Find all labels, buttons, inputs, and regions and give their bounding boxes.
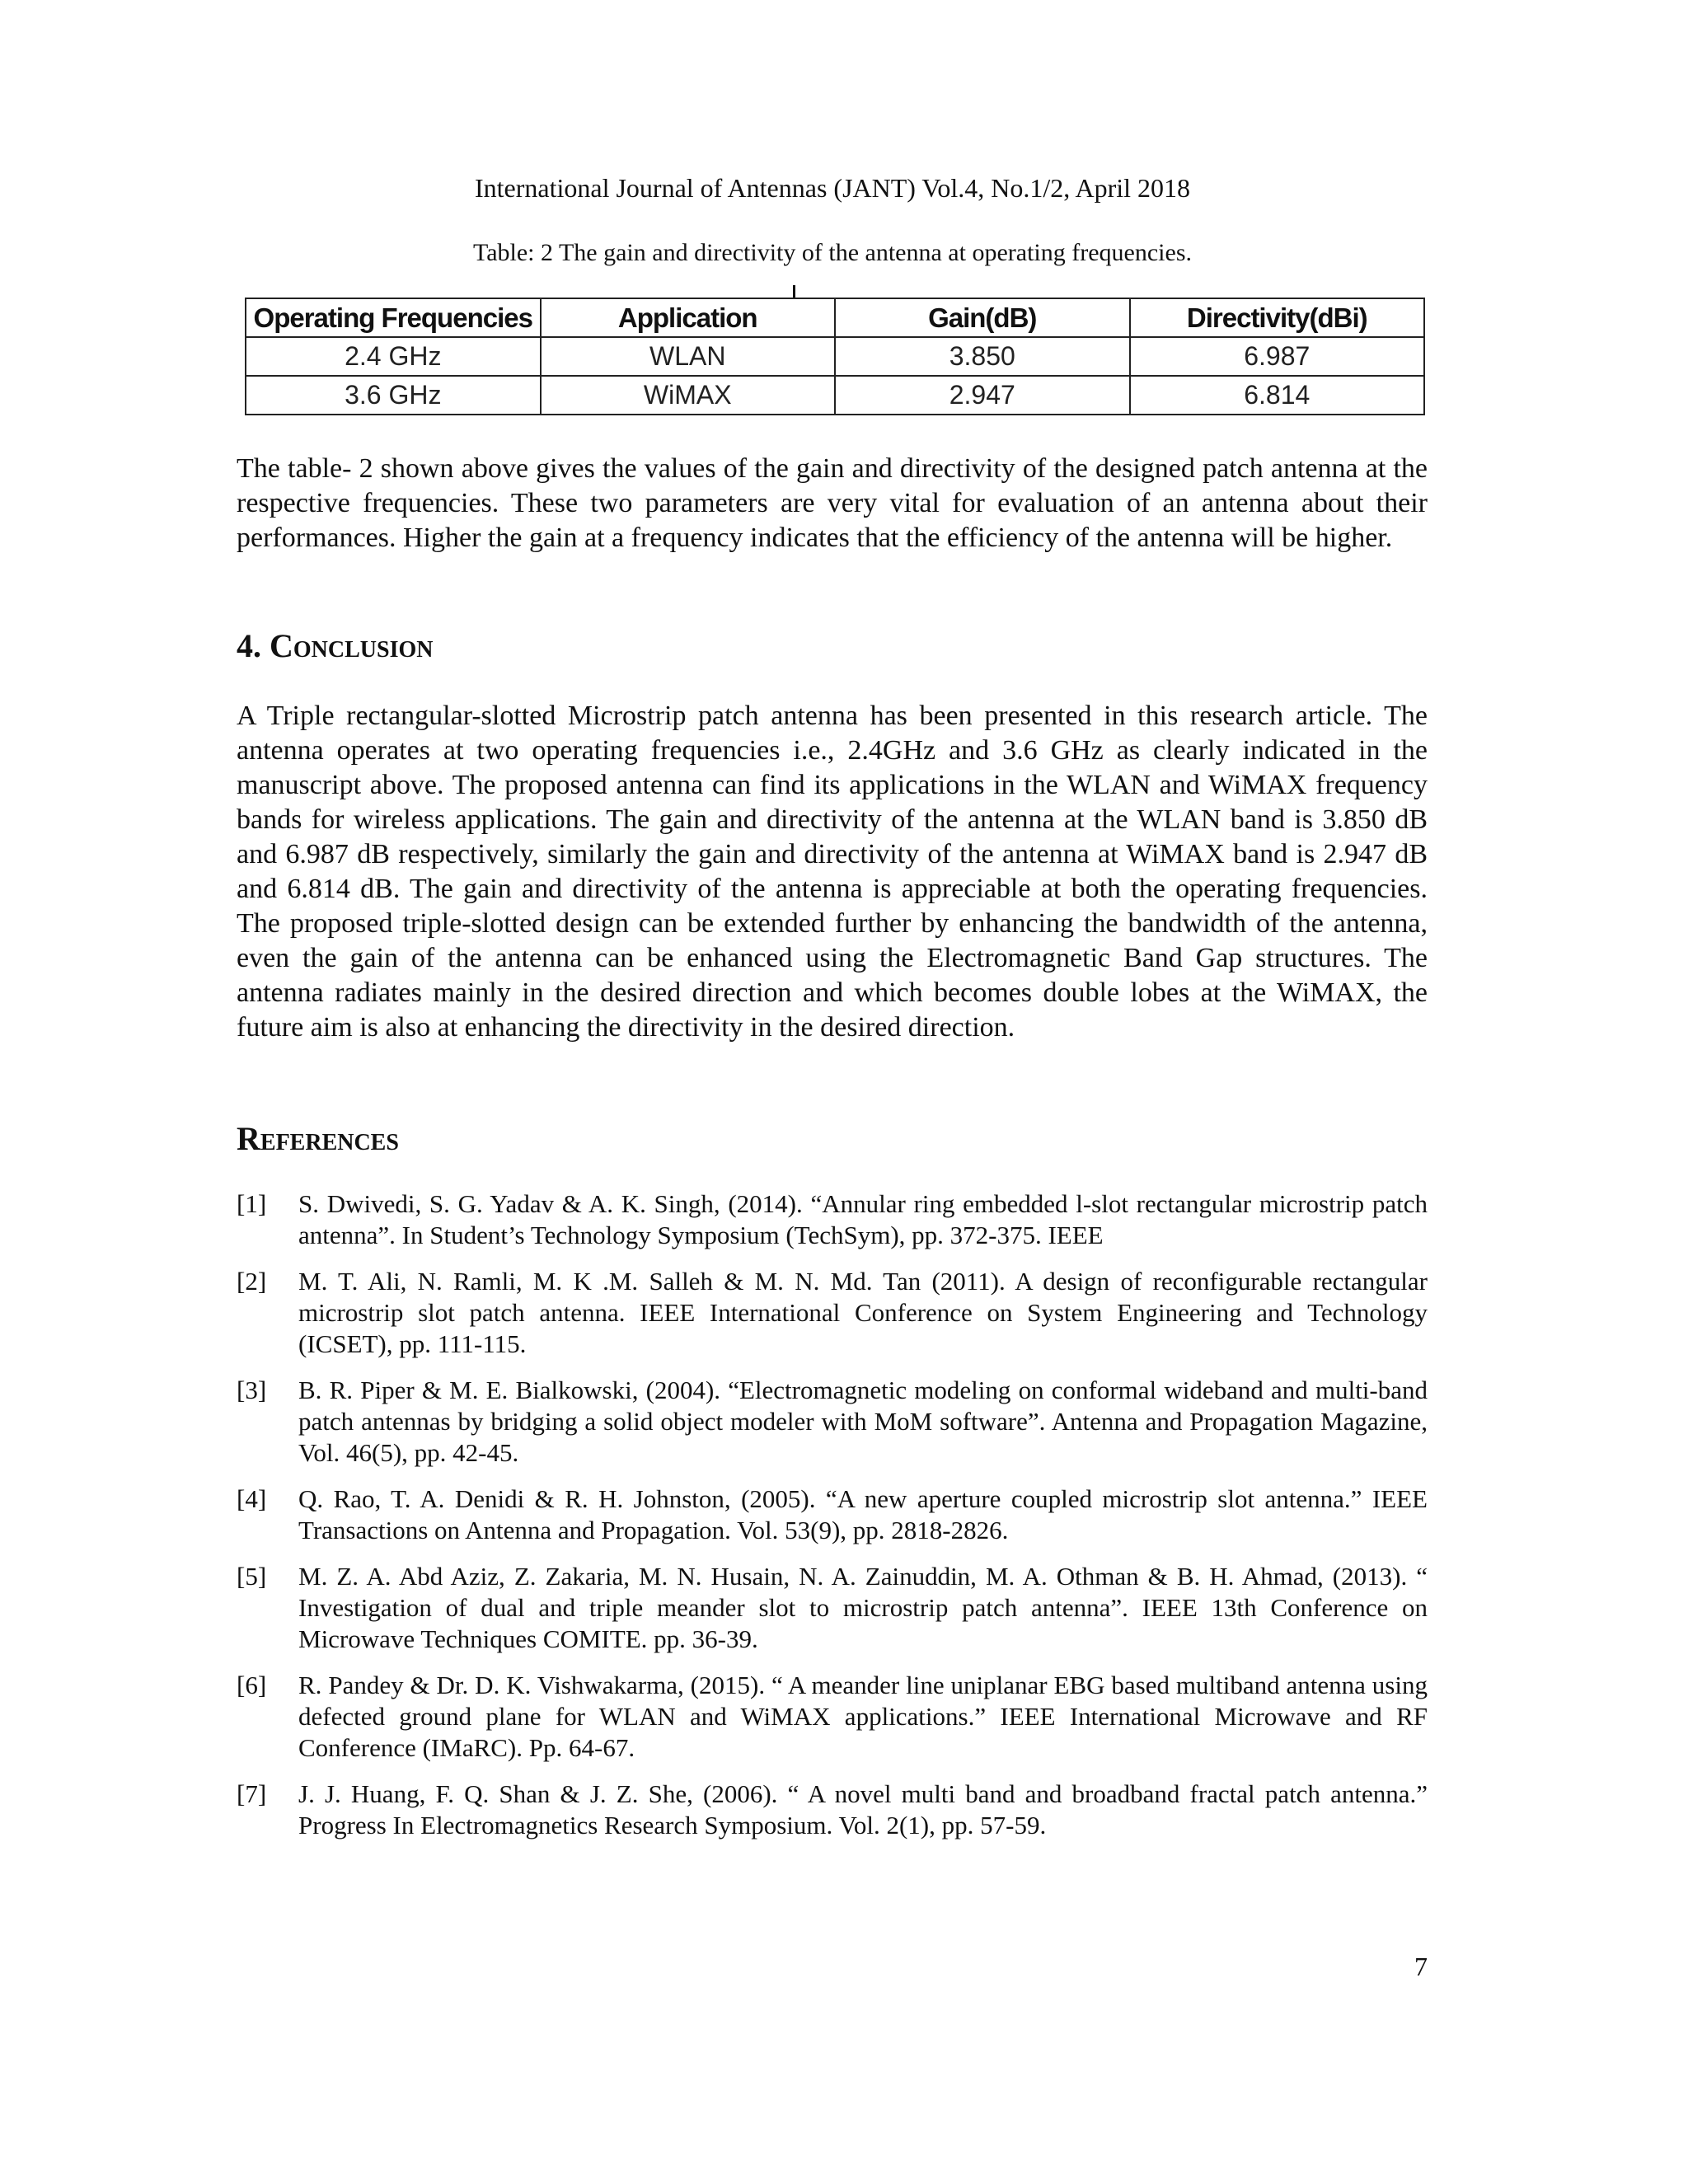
table-row	[246, 337, 1424, 376]
reference-text: B. R. Piper & M. E. Bialkowski, (2004). “Electromagnetic modeling on conformal wideband and multi-band patch antennas by bridging a solid object modeler with MoM software”. Antenna and Propagation Magazine, Vol. 46(5), pp. 42-45.	[298, 1376, 1428, 1467]
references-heading: References	[237, 1120, 399, 1157]
reference-item	[237, 1670, 1428, 1764]
reference-list	[237, 1188, 1428, 1856]
reference-text: J. J. Huang, F. Q. Shan & J. Z. She, (2006). “ A novel multi band and broadband fractal patch antenna.” Progress In Electromagnetics Research Symposium. Vol. 2(1), pp. 57-59.	[298, 1779, 1428, 1840]
reference-number: [2]	[237, 1267, 267, 1296]
cell-gain: 3.850	[835, 337, 1130, 376]
cell-directivity: 6.987	[1130, 337, 1425, 376]
reference-number: [6]	[237, 1671, 267, 1699]
column-header-directivity: Directivity(dBi)	[1130, 298, 1425, 337]
column-header-frequency: Operating Frequencies	[246, 298, 541, 337]
column-header-application: Application	[541, 298, 836, 337]
column-header-gain: Gain(dB)	[835, 298, 1130, 337]
reference-item	[237, 1266, 1428, 1360]
reference-number: [4]	[237, 1484, 267, 1513]
cell-application: WLAN	[541, 337, 836, 376]
reference-text: R. Pandey & Dr. D. K. Vishwakarma, (2015). “ A meander line uniplanar EBG based multiband antenna using defected ground plane for WLAN and WiMAX applications.” IEEE International Microwave and RF Conference (IMaRC). Pp. 64-67.	[298, 1671, 1428, 1762]
reference-number: [3]	[237, 1376, 267, 1404]
stray-mark	[793, 285, 795, 298]
reference-number: [5]	[237, 1562, 267, 1591]
reference-text: M. Z. A. Abd Aziz, Z. Zakaria, M. N. Husain, N. A. Zainuddin, M. A. Othman & B. H. Ahmad, (2013). “ Investigation of dual and triple meander slot to microstrip patch antenna”. IEEE 13th Conference on Microwave Techniques COMITE. pp. 36-39.	[298, 1562, 1428, 1653]
table-discussion-paragraph: The table- 2 shown above gives the values of the gain and directivity of the designed patch antenna at the respective frequencies. These two parameters are very vital for evaluation of an antenna about their performances. Higher the gain at a frequency indicates that the efficiency of the antenna will be higher.	[237, 453, 1428, 553]
table-caption: Table: 2 The gain and directivity of the antenna at operating frequencies.	[472, 239, 1192, 266]
reference-number: [7]	[237, 1779, 267, 1808]
reference-item	[237, 1188, 1428, 1251]
reference-text: S. Dwivedi, S. G. Yadav & A. K. Singh, (2014). “Annular ring embedded l-slot rectangular microstrip patch antenna”. In Student’s Technology Symposium (TechSym), pp. 372-375. IEEE	[298, 1189, 1428, 1249]
running-header: International Journal of Antennas (JANT) Vol.4, No.1/2, April 2018	[474, 173, 1191, 203]
reference-item	[237, 1483, 1428, 1546]
cell-frequency: 2.4 GHz	[246, 337, 541, 376]
cell-directivity: 6.814	[1130, 376, 1425, 415]
cell-gain: 2.947	[835, 376, 1130, 415]
table-header-row	[246, 298, 1424, 337]
gain-directivity-table	[245, 298, 1425, 415]
reference-item	[237, 1779, 1428, 1841]
reference-item	[237, 1375, 1428, 1469]
page-number: 7	[1414, 1952, 1428, 1981]
reference-text: M. T. Ali, N. Ramli, M. K .M. Salleh & M. N. Md. Tan (2011). A design of reconfigurable rectangular microstrip slot patch antenna. IEEE International Conference on System Engineering and Technology (ICSET), pp. 111-115.	[298, 1267, 1428, 1358]
cell-application: WiMAX	[541, 376, 836, 415]
reference-item	[237, 1561, 1428, 1655]
cell-frequency: 3.6 GHz	[246, 376, 541, 415]
conclusion-paragraph: A Triple rectangular-slotted Microstrip patch antenna has been presented in this research article. The antenna operates at two operating frequencies i.e., 2.4GHz and 3.6 GHz as clearly indicated in the manuscript above. The proposed antenna can find its applications in the WLAN and WiMAX frequency bands for wireless applications. The gain and directivity of the antenna at the WLAN band is 3.850 dB and 6.987 dB respectively, similarly the gain and directivity of the antenna at WiMAX band is 2.947 dB and 6.814 dB. The gain and directivity of the antenna is appreciable at both the operating frequencies. The proposed triple-slotted design can be extended further by enhancing the bandwidth of the antenna, even the gain of the antenna can be enhanced using the Electromagnetic Band Gap structures. The antenna radiates mainly in the desired direction and which becomes double lobes at the WiMAX, the future aim is also at enhancing the directivity in the desired direction.	[237, 701, 1428, 1043]
conclusion-heading: 4. Conclusion	[237, 627, 434, 664]
table-row	[246, 376, 1424, 415]
reference-number: [1]	[237, 1189, 267, 1218]
reference-text: Q. Rao, T. A. Denidi & R. H. Johnston, (2005). “A new aperture coupled microstrip slot antenna.” IEEE Transactions on Antenna and Propagation. Vol. 53(9), pp. 2818-2826.	[298, 1484, 1428, 1544]
